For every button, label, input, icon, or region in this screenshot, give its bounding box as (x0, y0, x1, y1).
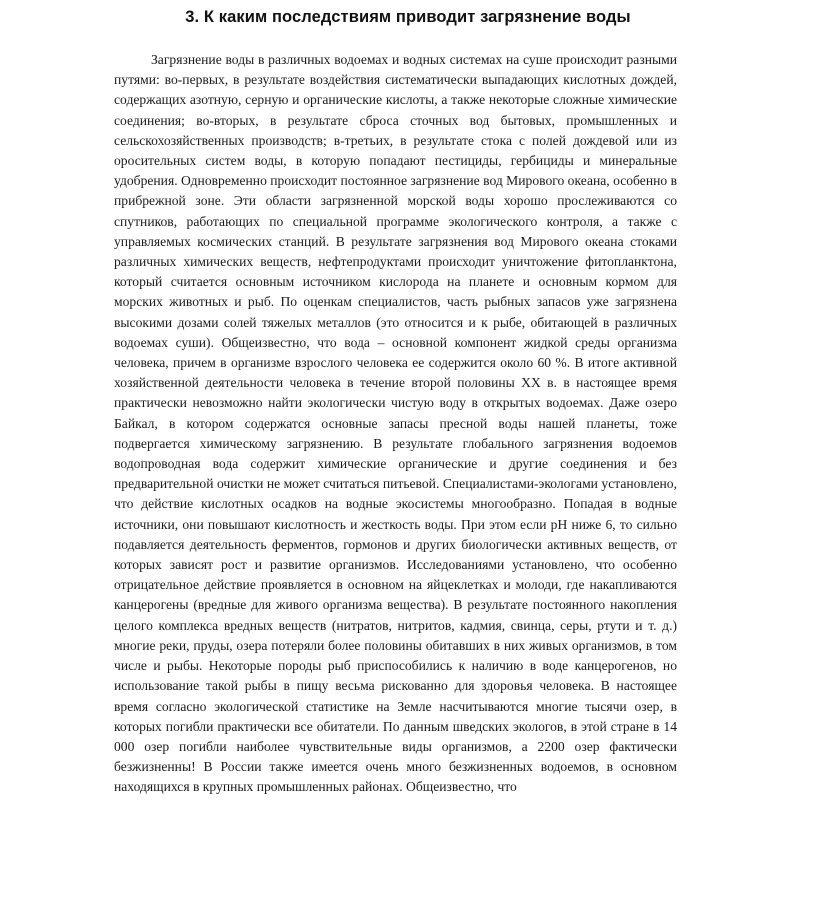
body-paragraph: Загрязнение воды в различных водоемах и водных системах на суше происходит разными путями: во-первых, в результате воздействия систематически выпадающих кислотных дождей, содержащих азотную, серную и органические кислоты, а также некоторые сложные химические соединения; во-вторых, в результате сброса сточных вод бытовых, промышленных и сельскохозяйственных производств; в-третьих, в результате стока с полей дождевой или из оросительных систем воды, в которую попадают пестициды, гербициды и минеральные удобрения. Одновременно происходит постоянное загрязнение вод Мирового океана, особенно в прибрежной зоне. Эти области загрязненной морской воды хорошо прослеживаются со спутников, работающих по специальной программе экологического контроля, а также с управляемых космических станций. В результате загрязнения вод Мирового океана стоками различных химических веществ, нефтепродуктами происходит уничтожение фитопланктона, который считается основным источником кислорода на планете и основным кормом для морских животных и рыб. По оценкам специалистов, часть рыбных запасов уже загрязнена высокими дозами солей тяжелых металлов (это относится и к рыбе, обитающей в различных водоемах суши). Общеизвестно, что вода – основной компонент жидкой среды организма человека, причем в организме взрослого человека ее содержится около 60 %. В итоге активной хозяйственной деятельности человека в течение второй половины XX в. в настоящее время практически невозможно найти экологически чистую воду в открытых водоемах. Даже озеро Байкал, в котором содержатся основные запасы пресной воды нашей планеты, тоже подвергается химическому загрязнению. В результате глобального загрязнения водоемов водопроводная вода содержит химические органические и другие соединения и без предварительной очистки не может считаться питьевой. Специалистами-экологами установлено, что действие кислотных осадков на водные экосистемы многообразно. Попадая в водные источники, они повышают кислотность и жесткость воды. При этом если pH ниже 6, то сильно подавляется деятельность ферментов, гормонов и других биологически активных веществ, от которых зависят рост и развитие организмов. Исследованиями установлено, что особенно отрицательное действие проявляется в основном на яйцеклетках и молоди, где накапливаются канцерогены (вредные для живого организма вещества). В результате постоянного накопления целого комплекса вредных веществ (нитратов, нитритов, кадмия, свинца, серы, ртути и т. д.) многие реки, пруды, озера потеряли более половины обитавших в них живых организмов, в том числе и рыбы. Некоторые породы рыб приспособились к наличию в воде канцерогенов, но использование такой рыбы в пищу весьма рискованно для здоровья человека. В настоящее время согласно экологической статистике на Земле насчитываются многие тысячи озер, в которых погибли практически все обитатели. По данным шведских экологов, в этой стране в 14 000 озер погибли наиболее чувствительные виды организмов, а 2200 озер фактически безжизненны! В России также имеется очень много безжизненных водоемов, в основном находящихся в крупных промышленных районах. Общеизвестно, что (114, 52, 677, 795)
section-heading: 3. К каким последствиям приводит загрязнение воды (185, 8, 631, 26)
